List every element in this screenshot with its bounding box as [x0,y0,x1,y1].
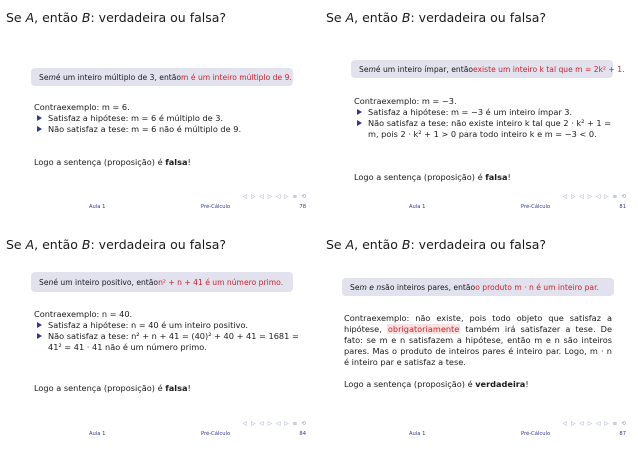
proposition-box: Se m é um inteiro múltiplo de 3, então m é um inteiro múltiplo de 9. [31,68,293,86]
slide-footer: Aula 1 Pré-Cálculo 78 [89,204,306,210]
conclusion: Logo a sentença (proposição) é falsa! [34,383,191,393]
beamer-navigation[interactable]: ◁ ▷ ◁ ▷ ◁ ▷ ≡ ⟲ [562,194,626,200]
bullet-triangle-icon [357,120,362,126]
counterexample: Contraexemplo: n = 40. Satisfaz a hipótese: n = 40 é um inteiro positivo. Não satisfaz a tese: n² + n + 41 = (40)² + 40 + 41 = 1681 = 41² = 41 · 41 não é um número primo. [34,309,299,352]
bullet-triangle-icon [37,115,42,121]
bullet-triangle-icon [37,333,42,339]
conclusion: Logo a sentença (proposição) é falsa! [34,157,191,167]
conclusion: Logo a sentença (proposição) é verdadeira! [344,379,529,389]
slide-84 [6,233,312,447]
beamer-navigation[interactable]: ◁ ▷ ◁ ▷ ◁ ▷ ≡ ⟲ [242,194,306,200]
slide-78 [6,6,312,220]
counterexample: Contraexemplo: não existe, pois todo objeto que satisfaz a hipótese, obrigatoriamente também irá satisfazer a tese. De fato: se m e n satisfazem a hipótese, então m e n são inteiros pares. Mas o produto de inteiros pares é inteiro par. Logo, m · n é inteiro par e satisfaz a tese. [344,313,612,367]
slide-title: Se A, então B: verdadeira ou falsa? [326,237,547,252]
bullet-triangle-icon [357,109,362,115]
beamer-navigation[interactable]: ◁ ▷ ◁ ▷ ◁ ▷ ≡ ⟲ [562,421,626,427]
highlighted-word: obrigatoriamente [387,324,460,334]
slide-title: Se A, então B: verdadeira ou falsa? [6,10,227,25]
slide-81 [326,6,632,220]
slide-footer: Aula 1 Pré-Cálculo 87 [409,431,626,437]
bullet-triangle-icon [37,126,42,132]
proposition-box: Se m e n são inteiros pares, então o produto m · n é um inteiro par. [342,278,614,296]
slide-footer: Aula 1 Pré-Cálculo 81 [409,204,626,210]
slide-title: Se A, então B: verdadeira ou falsa? [326,10,547,25]
counterexample: Contraexemplo: m = 6. Satisfaz a hipótese: m = 6 é múltiplo de 3. Não satisfaz a tese: m = 6 não é múltiplo de 9. [34,102,242,134]
conclusion: Logo a sentença (proposição) é falsa! [354,172,511,182]
proposition-box: Se n é um inteiro positivo, então n² + n + 41 é um número primo. [31,272,293,292]
beamer-navigation[interactable]: ◁ ▷ ◁ ▷ ◁ ▷ ≡ ⟲ [242,421,306,427]
proposition-box: Se m é um inteiro ímpar, então existe um inteiro k tal que m = 2k² + 1. [351,60,613,78]
counterexample: Contraexemplo: m = −3. Satisfaz a hipótese: m = −3 é um inteiro ímpar 3. Não satisfaz a tese: não existe inteiro k tal que 2 · k² + 1 = m, pois 2 · k² + 1 > 0 para todo inteiro k e m = −3 < 0. [354,96,612,139]
slide-title: Se A, então B: verdadeira ou falsa? [6,237,227,252]
slide-footer: Aula 1 Pré-Cálculo 84 [89,431,306,437]
slide-87 [326,233,632,447]
bullet-triangle-icon [37,322,42,328]
